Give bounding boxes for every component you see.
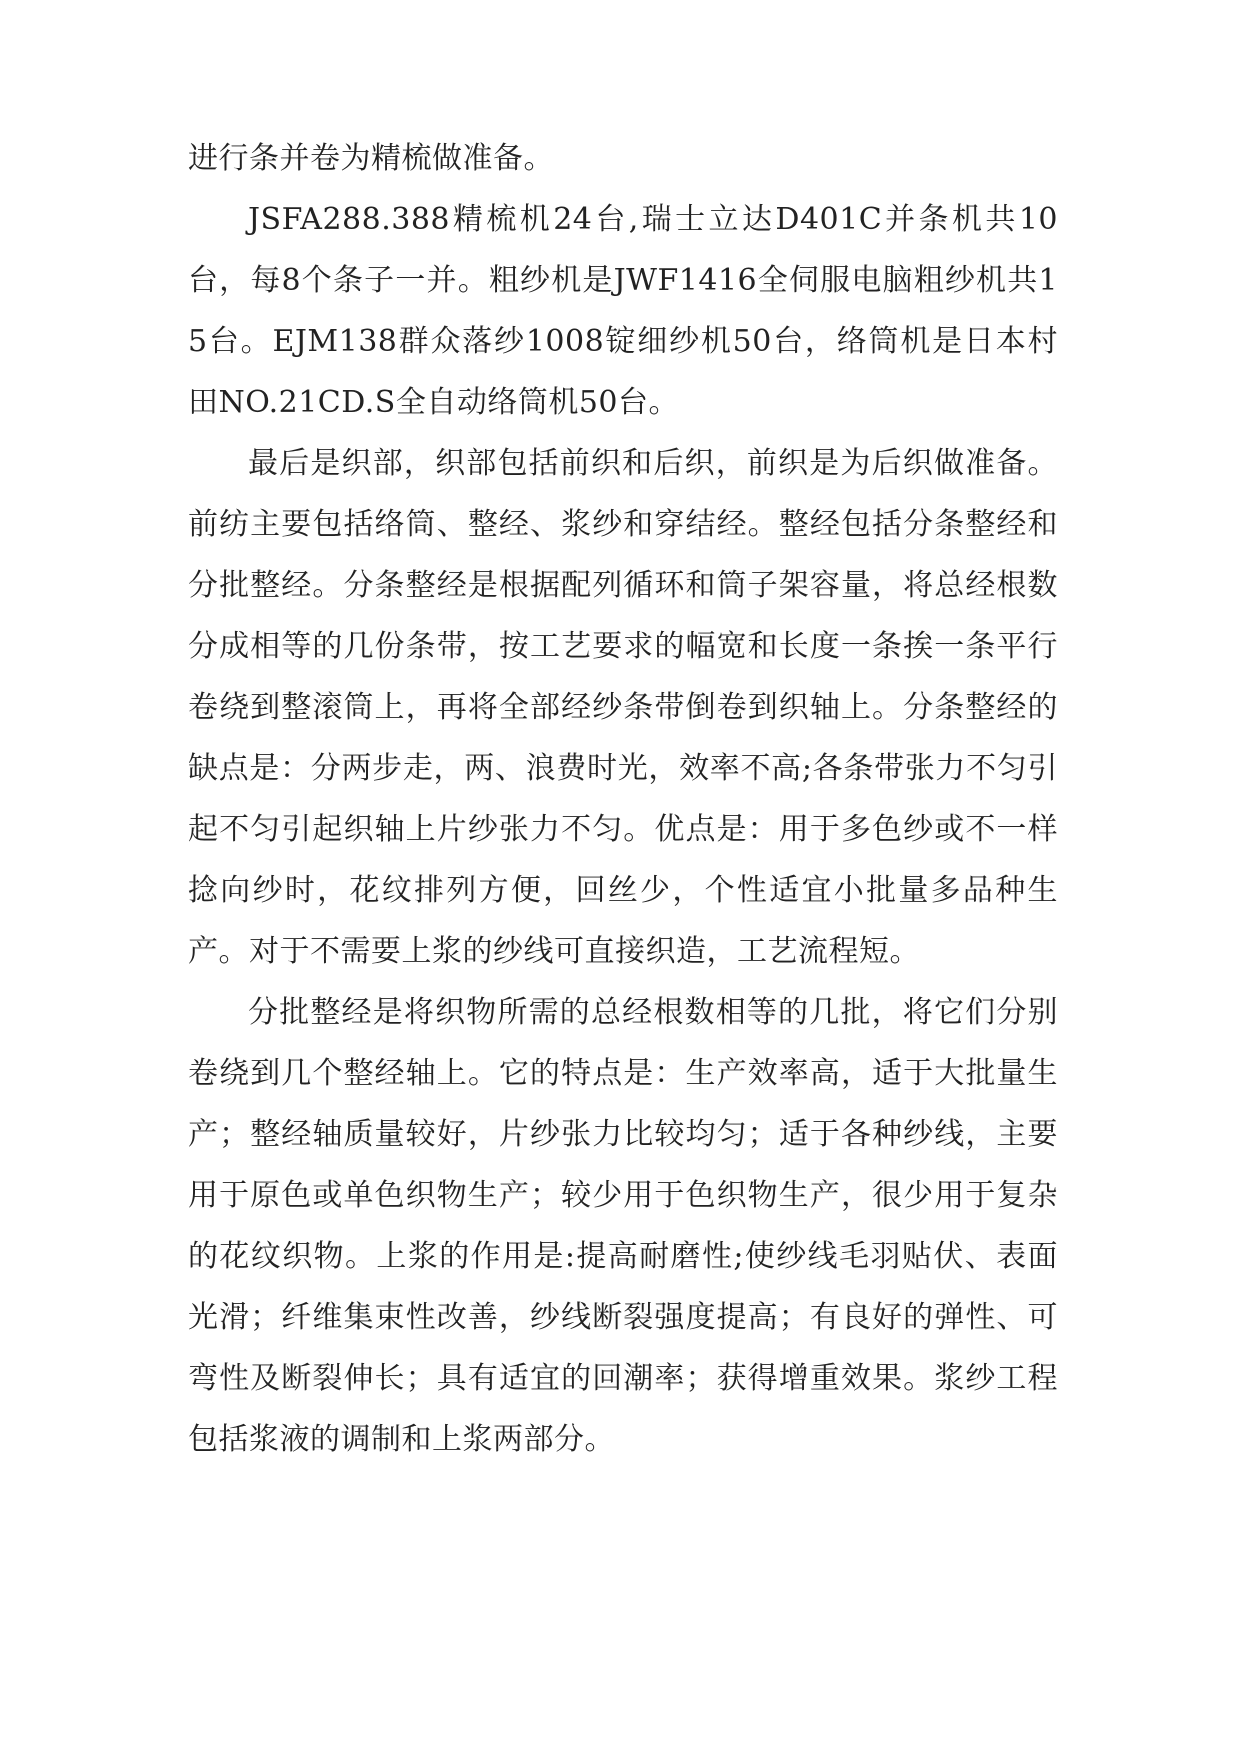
paragraph-4: 分批整经是将织物所需的总经根数相等的几批，将它们分别卷绕到几个整经轴上。它的特点是：生产效率高，适于大批量生产；整经轴质量较好，片纱张力比较均匀；适于各种纱线，主要用于原色或单色织物生产；较少用于色织物生产，很少用于复杂的花纹织物。上浆的作用是:提高耐磨性;使纱线毛羽贴伏、表面光滑；纤维集束性改善，纱线断裂强度提高；有良好的弹性、可弯性及断裂伸长；具有适宜的回潮率；获得增重效果。浆纱工程包括浆液的调制和上浆两部分。: [188, 995, 1058, 1457]
paragraph-2: JSFA288.388精梳机24台,瑞士立达D401C并条机共10台，每8个条子一并。粗纱机是JWF1416全伺服电脑粗纱机共15台。EJM138群众落纱1008锭细纱机50台，络筒机是日本村田NO.21CD.S全自动络筒机50台。: [188, 202, 1058, 420]
document-body: [188, 128, 1058, 1470]
paragraph-3: 最后是织部，织部包括前织和后织，前织是为后织做准备。前纺主要包括络筒、整经、浆纱和穿结经。整经包括分条整经和分批整经。分条整经是根据配列循环和筒子架容量，将总经根数分成相等的几份条带，按工艺要求的幅宽和长度一条挨一条平行卷绕到整滚筒上，再将全部经纱条带倒卷到织轴上。分条整经的缺点是：分两步走，两、浪费时光，效率不高;各条带张力不匀引起不匀引起织轴上片纱张力不匀。优点是：用于多色纱或不一样捻向纱时，花纹排列方便，回丝少，个性适宜小批量多品种生产。对于不需要上浆的纱线可直接织造，工艺流程短。: [188, 446, 1058, 969]
paragraph-1: 进行条并卷为精梳做准备。: [188, 141, 554, 176]
